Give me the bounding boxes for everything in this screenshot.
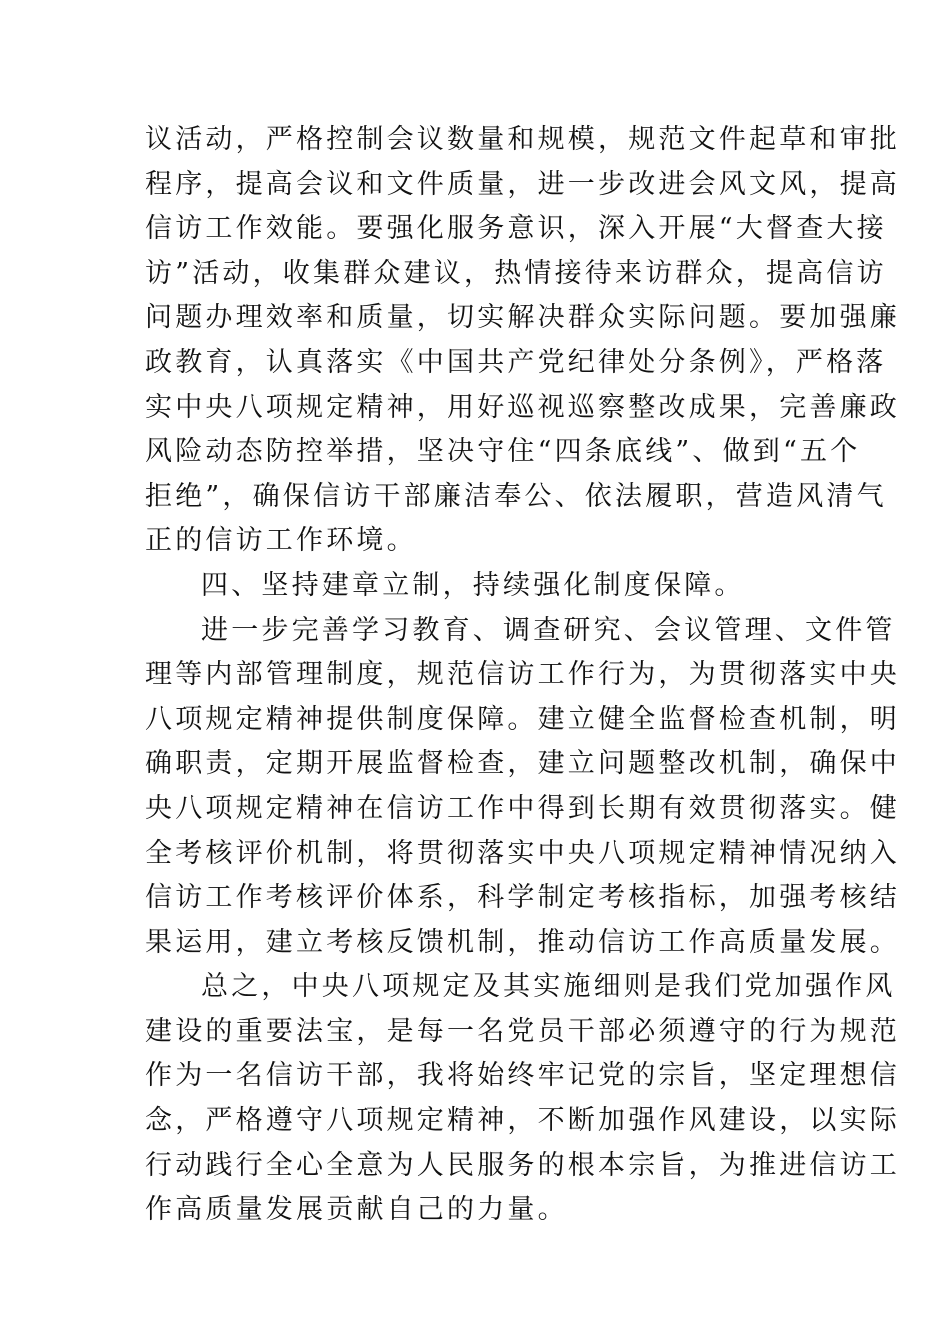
paragraph-line: 信访工作效能。要强化服务意识，深入开展“大督查大接 (145, 213, 887, 245)
paragraph-line: 风险动态防控举措，坚决守住“四条底线”、做到“五个 (145, 436, 861, 468)
paragraph-line: 确职责，定期开展监督检查，建立问题整改机制，确保中 (145, 748, 900, 780)
paragraph-line: 拒绝”，确保信访干部廉洁奉公、依法履职，营造风清气 (145, 480, 887, 512)
paragraph-line: 议活动，严格控制会议数量和规模，规范文件起草和审批 (145, 124, 900, 155)
paragraph-line: 作高质量发展贡献自己的力量。 (145, 1194, 568, 1226)
paragraph-line: 作为一名信访干部，我将始终牢记党的宗旨，坚定理想信 (145, 1060, 900, 1092)
paragraph-line: 建设的重要法宝，是每一名党员干部必须遵守的行为规范 (145, 1015, 900, 1047)
paragraph-line: 政教育，认真落实《中国共产党纪律处分条例》，严格落 (145, 346, 887, 378)
paragraph-line: 访”活动，收集群众建议，热情接待来访群众，提高信访 (145, 257, 887, 289)
paragraph-line: 程序，提高会议和文件质量，进一步改进会风文风，提高 (145, 168, 900, 200)
paragraph-line: 央八项规定精神在信访工作中得到长期有效贯彻落实。健 (145, 792, 900, 824)
paragraph-line: 果运用，建立考核反馈机制，推动信访工作高质量发展。 (145, 926, 900, 958)
section-heading: 四、坚持建章立制，持续强化制度保障。 (201, 569, 745, 601)
document-body (145, 118, 900, 1233)
paragraph-line: 行动践行全心全意为人民服务的根本宗旨，为推进信访工 (145, 1149, 900, 1181)
paragraph-line: 全考核评价机制，将贯彻落实中央八项规定精神情况纳入 (145, 837, 900, 869)
paragraph-line: 问题办理效率和质量，切实解决群众实际问题。要加强廉 (145, 302, 900, 334)
paragraph-line: 正的信访工作环境。 (145, 525, 417, 557)
paragraph-line: 理等内部管理制度，规范信访工作行为，为贯彻落实中央 (145, 659, 900, 691)
paragraph-line: 实中央八项规定精神，用好巡视巡察整改成果，完善廉政 (145, 391, 900, 423)
paragraph-line: 念，严格遵守八项规定精神，不断加强作风建设，以实际 (145, 1105, 900, 1137)
paragraph-line: 总之，中央八项规定及其实施细则是我们党加强作风 (201, 971, 896, 1003)
paragraph-line: 八项规定精神提供制度保障。建立健全监督检查机制，明 (145, 703, 900, 735)
paragraph-line: 信访工作考核评价体系，科学制定考核指标，加强考核结 (145, 882, 900, 914)
paragraph-line: 进一步完善学习教育、调查研究、会议管理、文件管 (201, 614, 896, 646)
